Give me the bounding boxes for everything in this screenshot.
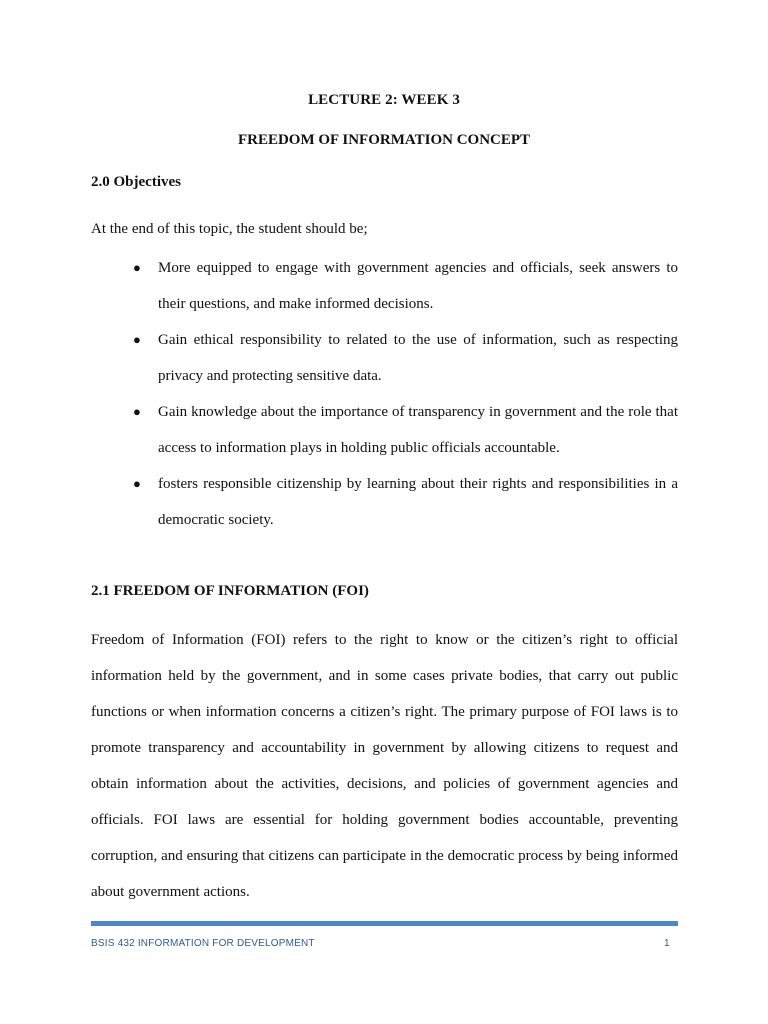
objective-item: [133, 466, 678, 538]
page-number: 1: [664, 938, 670, 949]
objective-text: Gain knowledge about the importance of transparency in government and the role that access to information plays in holding public officials accountable.: [158, 404, 678, 456]
objective-item: [133, 394, 678, 466]
objective-text: fosters responsible citizenship by learning about their rights and responsibilities in a democratic society.: [158, 476, 678, 528]
bullet-icon: ●: [133, 404, 141, 419]
topic-title: FREEDOM OF INFORMATION CONCEPT: [237, 132, 531, 148]
footer-course: BSIS 432 INFORMATION FOR DEVELOPMENT: [91, 938, 315, 949]
foi-heading: 2.1 FREEDOM OF INFORMATION (FOI): [91, 583, 369, 599]
objectives-intro: At the end of this topic, the student should be;: [91, 221, 368, 237]
bullet-icon: ●: [133, 476, 141, 491]
bullet-icon: ●: [133, 332, 141, 347]
objectives-list: [0, 250, 768, 538]
objective-item: [133, 250, 678, 322]
footer-rule: [91, 921, 678, 926]
objective-item: [133, 322, 678, 394]
lecture-title: LECTURE 2: WEEK 3: [308, 92, 460, 108]
objectives-heading: 2.0 Objectives: [91, 174, 181, 190]
bullet-icon: ●: [133, 260, 141, 275]
objective-text: More equipped to engage with government agencies and officials, seek answers to their questions, and make informed decisions.: [158, 260, 678, 312]
objective-text: Gain ethical responsibility to related to the use of information, such as respecting privacy and protecting sensitive data.: [158, 332, 678, 384]
foi-paragraph: Freedom of Information (FOI) refers to the right to know or the citizen’s right to official information held by the government, and in some cases private bodies, that carry out public functions or when information concerns a citizen’s right. The primary purpose of FOI laws is to promote transparency and accountability in government by allowing citizens to request and obtain information about the activities, decisions, and policies of government agencies and officials. FOI laws are essential for holding government bodies accountable, preventing corruption, and ensuring that citizens can participate in the democratic process by being informed about government actions.: [91, 632, 678, 900]
